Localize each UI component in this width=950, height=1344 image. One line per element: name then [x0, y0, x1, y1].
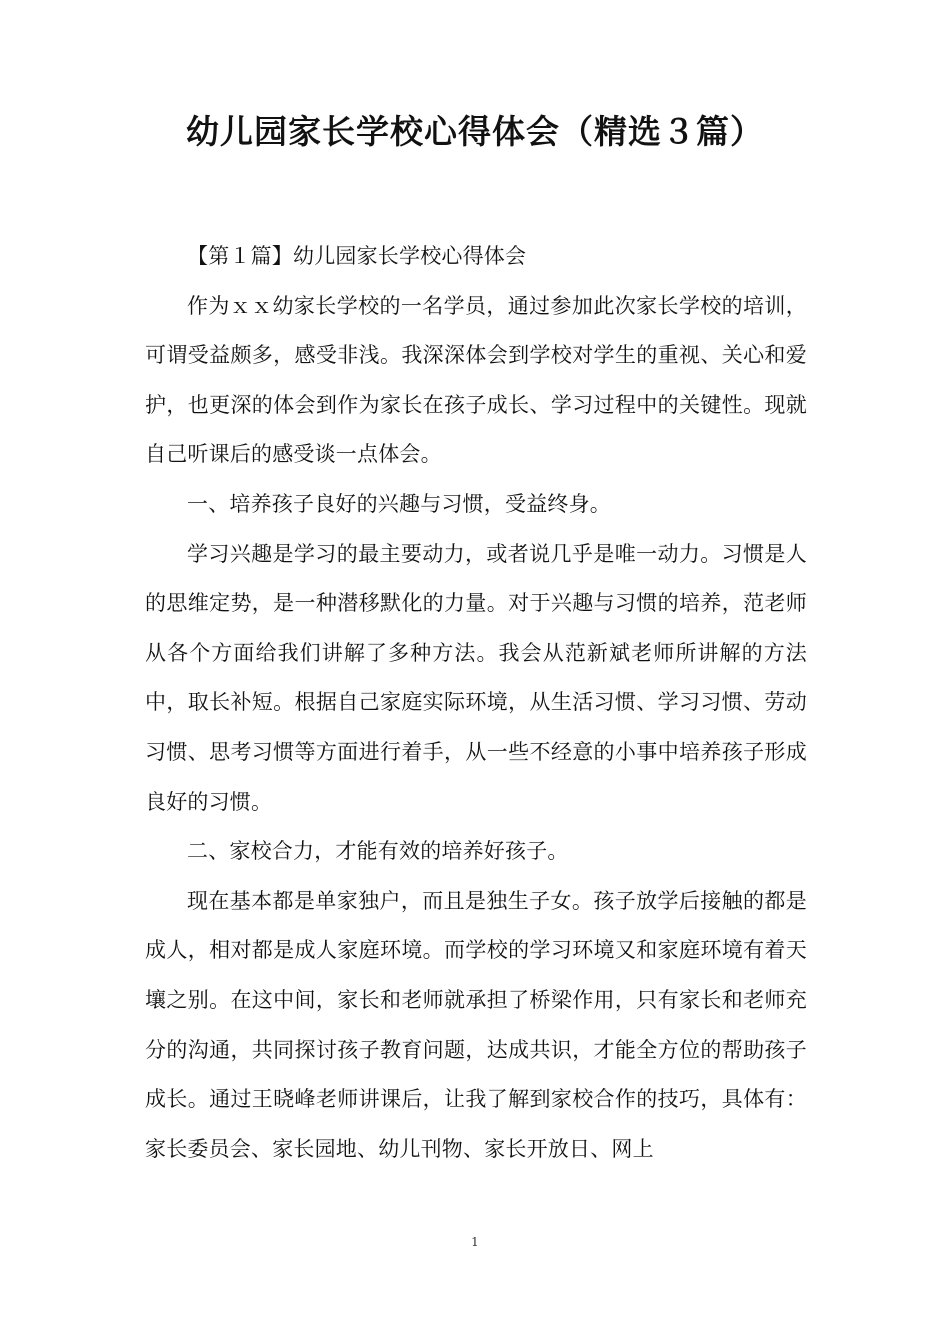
paragraph-intro: 作为ｘｘ幼家长学校的一名学员，通过参加此次家长学校的培训，可谓受益颇多，感受非浅。我深深体会到学校对学生的重视、关心和爱护，也更深的体会到作为家长在孩子成长、学习过程中的关键性。现就自己听课后的感受谈一点体会。	[145, 293, 807, 467]
document-title: 幼儿园家长学校心得体会（精选３篇）	[186, 112, 764, 151]
document-body	[145, 232, 807, 1174]
paragraph-interest-habits: 学习兴趣是学习的最主要动力，或者说几乎是唯一动力。习惯是人的思维定势，是一种潜移默化的力量。对于兴趣与习惯的培养，范老师从各个方面给我们讲解了多种方法。我会从范新斌老师所讲解的方法中，取长补短。根据自己家庭实际环境，从生活习惯、学习习惯、劳动习惯、思考习惯等方面进行着手，从一些不经意的小事中培养孩子形成良好的习惯。	[145, 541, 807, 814]
section-heading-home-school: 二、家校合力，才能有效的培养好孩子。	[187, 839, 569, 864]
section-heading-part-1: 【第１篇】幼儿园家长学校心得体会	[187, 244, 527, 268]
paragraph-home-school: 现在基本都是单家独户，而且是独生子女。孩子放学后接触的都是成人，相对都是成人家庭环境。而学校的学习环境又和家庭环境有着天壤之别。在这中间，家长和老师就承担了桥梁作用，只有家长和老师充分的沟通，共同探讨孩子教育问题，达成共识，才能全方位的帮助孩子成长。通过王晓峰老师讲课后，让我了解到家校合作的技巧，具体有：家长委员会、家长园地、幼儿刊物、家长开放日、网上	[145, 888, 807, 1161]
page-number: 1	[471, 1235, 479, 1249]
section-heading-interest-habits: 一、培养孩子良好的兴趣与习惯，受益终身。	[187, 491, 611, 516]
